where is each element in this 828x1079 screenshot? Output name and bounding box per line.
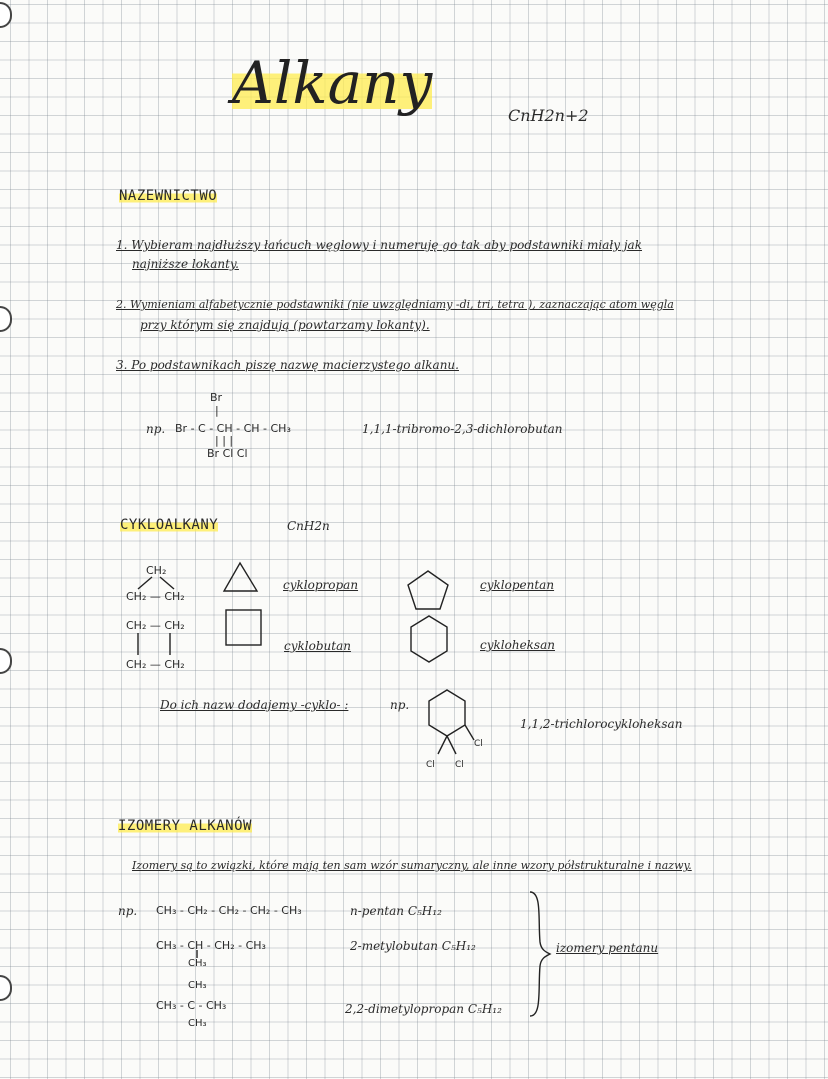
hexagon-icon — [410, 614, 450, 666]
naming-rule-1-line-2: najniższe lokanty. — [132, 257, 239, 271]
cyclopentane-name: cyklopentan — [480, 578, 555, 592]
example-name: 1,1,1-tribromo-2,3-dichlorobutan — [362, 422, 563, 436]
dimethylpropane-name: 2,2-dimetylopropan C₅H₁₂ — [345, 1002, 502, 1016]
square-icon — [224, 608, 264, 648]
example-bond-bottom: | | | — [215, 434, 234, 447]
dimethylpropane-bottom: CH₃ — [188, 1018, 207, 1029]
binder-hole — [0, 2, 12, 28]
cyclopropane-name: cyklopropan — [283, 578, 359, 592]
cyclo-example-name: 1,1,2-trichlorocykloheksan — [520, 717, 683, 731]
pentagon-icon — [406, 568, 452, 614]
cyclohexane-name: cykloheksan — [480, 638, 555, 652]
naming-rule-3: 3. Po podstawnikach piszę nazwę macierzystego alkanu. — [116, 358, 459, 372]
naming-rule-1-line-1: 1. Wybieram najdłuższy łańcuch węglowy i numeruję go tak aby podstawniki miały jak — [116, 238, 642, 252]
binder-hole — [0, 306, 12, 332]
page-title: Alkany — [232, 49, 433, 117]
naming-rule-2-line-1: 2. Wymieniam alfabetycznie podstawniki (nie uwzględniamy -di, tri, tetra ), zaznaczając atom węgla — [116, 298, 674, 311]
general-formula: CnH2n+2 — [508, 106, 589, 125]
hexagon-icon — [426, 688, 486, 766]
isomers-example-label: np. — [118, 904, 138, 918]
cyclo-example-label: np. — [390, 698, 410, 712]
binder-hole — [0, 975, 12, 1001]
cyclobutane-name: cyklobutan — [284, 639, 351, 653]
cyclobutane-bottom: CH₂ — CH₂ — [126, 658, 185, 671]
substituent-cl: Cl — [455, 760, 464, 770]
naming-rule-2-line-2: przy którym się znajdują (powtarzamy lokanty). — [140, 318, 430, 332]
isomers-group-label: izomery pentanu — [556, 941, 659, 955]
naming-heading: NAZEWNICTWO — [119, 188, 218, 204]
isomers-heading: IZOMERY ALKANÓW — [118, 818, 252, 834]
cyclobutane-bonds — [132, 631, 182, 659]
n-pentane-name: n-pentan C₅H₁₂ — [350, 904, 442, 918]
example-formula: Br - C - CH - CH - CH₃ — [175, 422, 291, 435]
n-pentane-formula: CH₃ - CH₂ - CH₂ - CH₂ - CH₃ — [156, 904, 302, 917]
cyclobutane-top: CH₂ — CH₂ — [126, 619, 185, 632]
example-label: np. — [146, 422, 166, 436]
cycloalkanes-formula: CnH2n — [287, 519, 330, 533]
isomers-definition: Izomery są to związki, które mają ten sam wzór sumaryczny, ale inne wzory półstrukturalne i nazwy. — [132, 859, 692, 872]
substituent-cl: Cl — [426, 760, 435, 770]
example-substituent-top: Br — [210, 391, 223, 404]
cycloalkanes-heading: CYKLOALKANY — [120, 517, 219, 533]
example-bond-top: | — [215, 404, 219, 417]
cyclopropane-top: CH₂ — [146, 564, 167, 577]
cyclo-prefix-note: Do ich nazw dodajemy -cyklo- : — [160, 698, 349, 712]
dimethylpropane-formula: CH₃ - C - CH₃ — [156, 999, 227, 1012]
binder-hole — [0, 648, 12, 674]
methylbutane-name: 2-metylobutan C₅H₁₂ — [350, 939, 476, 953]
cyclopropane-bottom: CH₂ — CH₂ — [126, 590, 185, 603]
curly-brace — [526, 890, 554, 1018]
methylbutane-formula: CH₃ - CH - CH₂ - CH₃ — [156, 939, 266, 952]
substituent-cl: Cl — [474, 739, 483, 749]
dimethylpropane-top: CH₃ — [188, 980, 207, 991]
example-substituents-bottom: Br Cl Cl — [207, 447, 248, 460]
triangle-icon — [222, 560, 262, 594]
methylbutane-branch: CH₃ — [188, 958, 207, 969]
